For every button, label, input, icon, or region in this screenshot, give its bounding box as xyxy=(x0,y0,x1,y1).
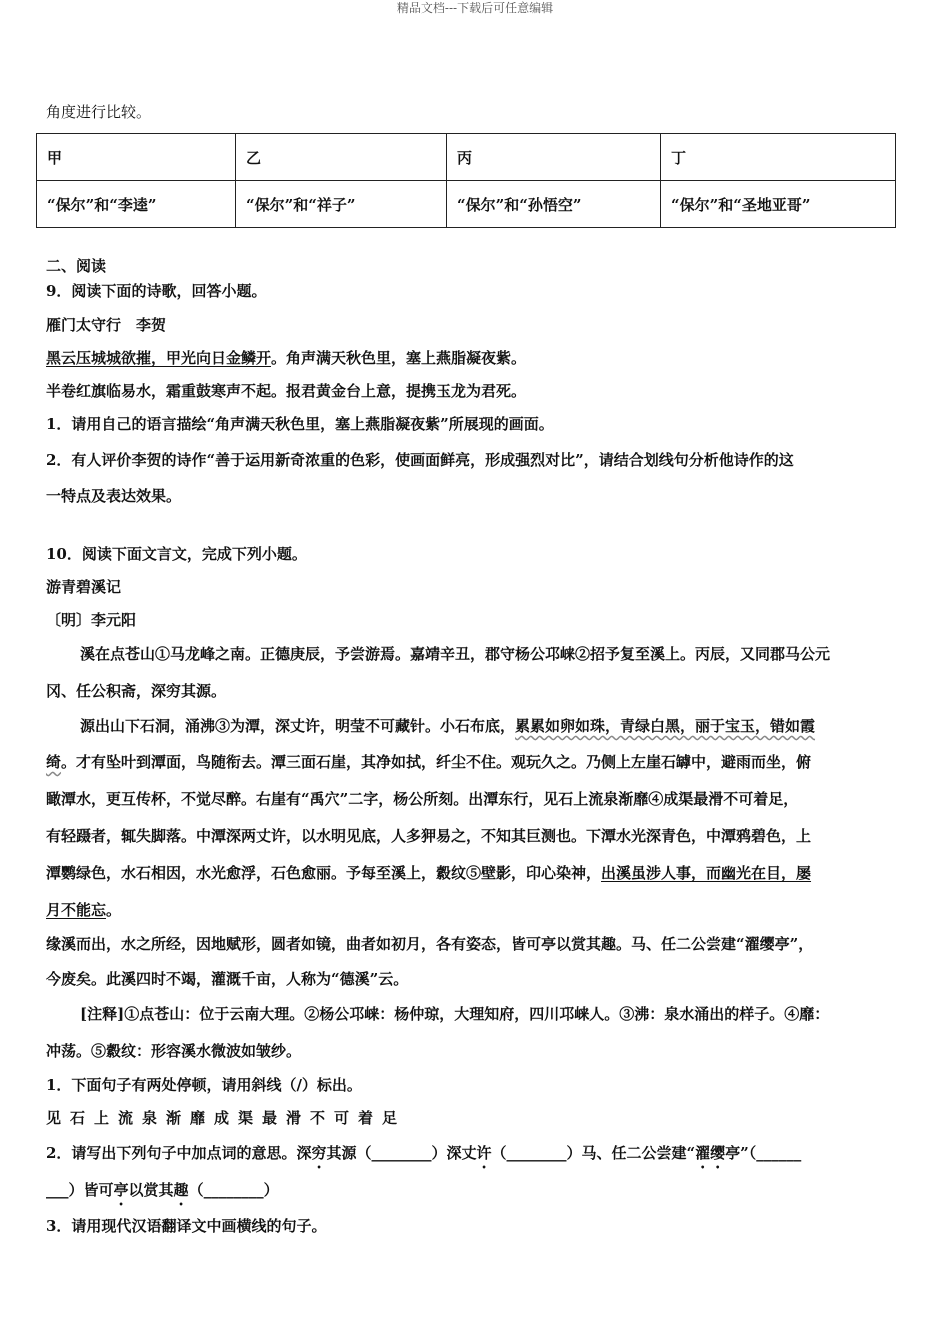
paragraph-line: 有轻蹑者，辄失脚落。中潭深两丈许，以水明见底，人多狎易之，不知其巨测也。下潭水光深青色，中潭鸦碧色，上 xyxy=(46,827,812,845)
question-9-prompt: 9．阅读下面的诗歌，回答小题。 xyxy=(46,282,267,300)
poem-line-2: 半卷红旗临易水，霜重鼓寒声不起。报君黄金台上意，提携玉龙为君死。 xyxy=(46,382,527,400)
dotted-word: 穷 xyxy=(311,1144,327,1162)
table-header-cell: 丁 xyxy=(661,134,896,181)
question-9-sub-2: 2．有人评价李贺的诗作“善于运用新奇浓重的色彩，使画面鲜亮，形成强烈对比”，请结合划线句分析他诗作的这 xyxy=(46,451,794,469)
paragraph-line: 溪在点苍山①马龙峰之南。正德庚辰，予尝游焉。嘉靖辛丑，郡守杨公邛崃②招予复至溪上。丙辰，又同郡马公元 xyxy=(80,645,831,663)
wavy-underlined-text: 累累如卵如珠，青绿白黑，丽于宝玉，错如霞 xyxy=(515,717,816,735)
dotted-word: 濯缨 xyxy=(695,1144,726,1162)
dotted-word: 许 xyxy=(476,1144,492,1162)
paragraph-line: 今废矣。此溪四时不竭，灌溉千亩，人称为“德溪”云。 xyxy=(46,970,409,988)
question-text: 亭”（______ xyxy=(725,1144,802,1162)
question-9-sub-1: 1．请用自己的语言描绘“角声满天秋色里，塞上燕脂凝夜紫”所展现的画面。 xyxy=(46,415,554,433)
table-cell: “保尔”和“祥子” xyxy=(236,181,447,228)
underlined-sentence: 出溪虽涉人事，而幽光在目，屡 xyxy=(601,864,812,882)
comparison-table xyxy=(36,133,896,228)
paragraph-line: 冈、任公积斋，深穷其源。 xyxy=(46,682,227,700)
question-10-sub-3: 3．请用现代汉语翻译文中画横线的句子。 xyxy=(46,1217,327,1235)
paragraph-line xyxy=(46,752,811,772)
question-9-sub-2-cont: 一特点及表达效果。 xyxy=(46,487,182,505)
pause-sentence: 见石上流泉渐靡成渠最滑不可着足 xyxy=(46,1109,407,1127)
question-text: （________） xyxy=(188,1181,279,1199)
table-cell: “保尔”和“孙悟空” xyxy=(447,181,661,228)
paragraph-line xyxy=(80,716,815,736)
annotation-note: [注释]①点苍山：位于云南大理。②杨公邛崃：杨仲琼，大理知府，四川邛崃人。③沸：泉水涌出的样子。④靡： xyxy=(80,1005,830,1023)
table-header-cell: 甲 xyxy=(37,134,236,181)
paragraph-text: 源出山下石洞，涌沸③为潭，深丈许，明莹不可藏针。小石布底， xyxy=(80,717,516,735)
text-title: 游青碧溪记 xyxy=(46,578,122,596)
intro-text: 角度进行比较。 xyxy=(46,103,152,121)
section-heading: 二、阅读 xyxy=(46,257,107,275)
paragraph-line xyxy=(46,900,121,920)
paragraph-text: 。才有坠叶到潭面，鸟随衔去。潭三面石崖，其净如拭，纤尘不住。观玩久之。乃侧上左崖石罅中，避雨而坐，俯 xyxy=(61,753,812,771)
page-header: 精品文档---下载后可任意编辑 xyxy=(396,1,554,15)
dotted-word: 亭 xyxy=(113,1181,129,1199)
poem-line-1 xyxy=(46,348,526,368)
paragraph-line: 瞰潭水，更互传杯，不觉尽醉。右崖有“禹穴”二字，杨公所刻。出潭东行，见石上流泉渐靡④成渠最滑不可着足， xyxy=(46,790,799,808)
table-row xyxy=(37,181,896,228)
table-header-cell: 丙 xyxy=(447,134,661,181)
paragraph-text: 潭鹦绿色，水石相因，水光愈浮，石色愈丽。予每至溪上，縠纹⑤壁影，印心染神， xyxy=(46,864,602,882)
question-10-prompt: 10．阅读下面文言文，完成下列小题。 xyxy=(46,545,307,563)
annotation-note-cont: 冲荡。⑤縠纹：形容溪水微波如皱纱。 xyxy=(46,1042,302,1060)
table-cell: “保尔”和“圣地亚哥” xyxy=(661,181,896,228)
question-text: （________）马、任二公尝建“ xyxy=(491,1144,696,1162)
question-text: 2．请写出下列句子中加点词的意思。深 xyxy=(46,1144,312,1162)
underlined-line: 黑云压城城欲摧，甲光向日金鳞开 xyxy=(46,349,272,367)
question-10-sub-1: 1．下面句子有两处停顿，请用斜线（/）标出。 xyxy=(46,1076,362,1094)
question-10-sub-2 xyxy=(46,1143,801,1172)
poem-title: 雁门太守行 李贺 xyxy=(46,316,167,334)
question-text: 其源（________）深丈 xyxy=(326,1144,477,1162)
question-text: ___）皆可 xyxy=(46,1181,114,1199)
table-cell: “保尔”和“李逵” xyxy=(37,181,236,228)
question-text: 以赏其 xyxy=(128,1181,174,1199)
paragraph-text: 。 xyxy=(106,901,122,919)
question-10-sub-2-cont xyxy=(46,1180,279,1209)
paragraph-line: 缘溪而出，水之所经，因地赋形，圆者如镜，曲者如初月，各有姿态，皆可亭以赏其趣。马、任二公尝建“濯缨亭”， xyxy=(46,935,814,953)
text-author: 〔明〕李元阳 xyxy=(46,611,137,629)
wavy-underlined-text: 绮 xyxy=(46,753,62,771)
table-header-cell: 乙 xyxy=(236,134,447,181)
paragraph-line xyxy=(46,863,811,883)
poem-text: 。角声满天秋色里，塞上燕脂凝夜紫。 xyxy=(271,349,527,367)
dotted-word: 趣 xyxy=(173,1181,189,1199)
table-header-row xyxy=(37,134,896,181)
underlined-sentence: 月不能忘 xyxy=(46,901,107,919)
